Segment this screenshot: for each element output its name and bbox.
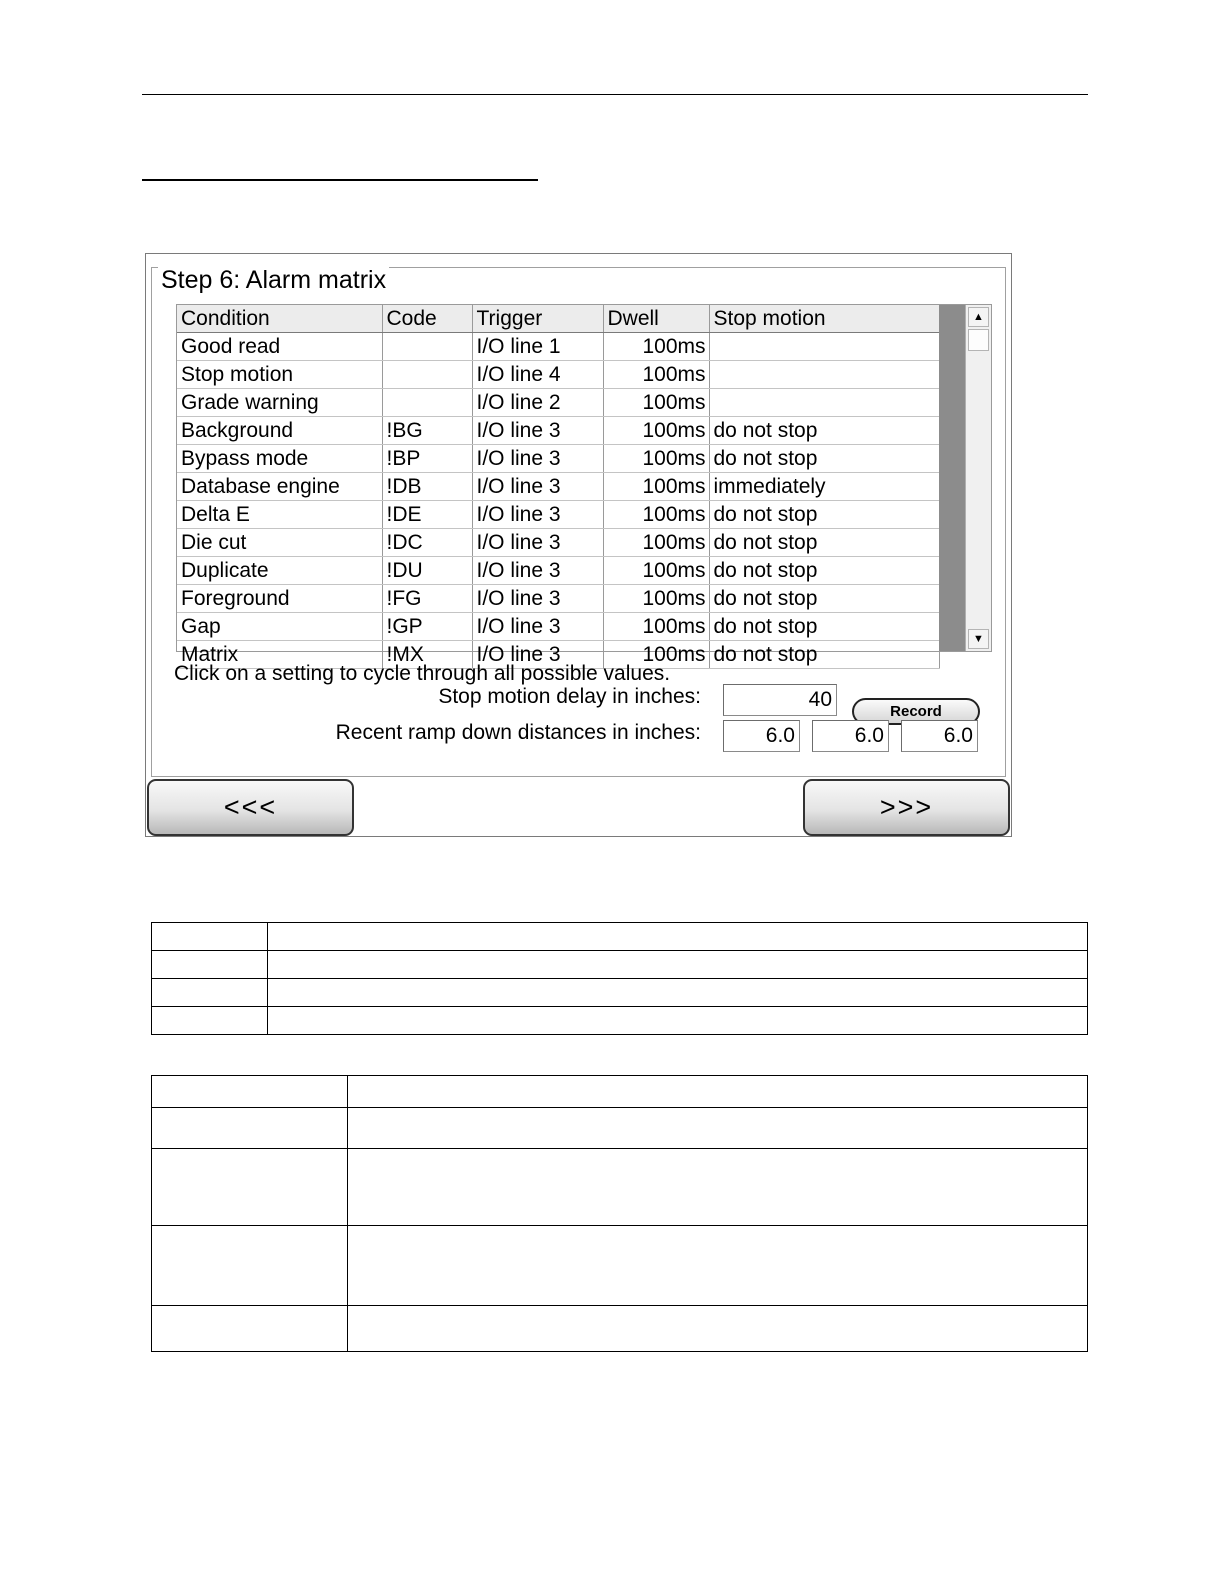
hint-text: Click on a setting to cycle through all possible values. (174, 662, 671, 685)
alarm-table (177, 305, 940, 669)
cell-trigger[interactable]: I/O line 3 (472, 529, 603, 557)
table-row[interactable] (177, 529, 939, 557)
cell-stop[interactable] (709, 361, 939, 389)
cell-dwell[interactable]: 100ms (603, 389, 709, 417)
cell-code[interactable]: !BG (382, 417, 472, 445)
cell-dwell[interactable]: 100ms (603, 557, 709, 585)
column-header-dwell[interactable]: Dwell (603, 305, 709, 333)
cell-dwell[interactable]: 100ms (603, 473, 709, 501)
cell-trigger[interactable]: I/O line 3 (472, 445, 603, 473)
stop-delay-label: Stop motion delay in inches: (438, 685, 701, 708)
cell-condition[interactable]: Die cut (177, 529, 382, 557)
group-title: Step 6: Alarm matrix (158, 266, 389, 294)
table-row[interactable] (177, 473, 939, 501)
cell-code[interactable]: !DE (382, 501, 472, 529)
cell-condition[interactable]: Stop motion (177, 361, 382, 389)
cell-code[interactable]: !GP (382, 613, 472, 641)
cell-trigger[interactable]: I/O line 3 (472, 473, 603, 501)
ramp-distance-2[interactable]: 6.0 (812, 720, 889, 752)
header-row (177, 305, 939, 333)
table-cell (348, 1149, 1088, 1226)
table-row[interactable] (177, 445, 939, 473)
table-cell (152, 951, 268, 979)
table-row[interactable] (177, 557, 939, 585)
cell-trigger[interactable]: I/O line 3 (472, 613, 603, 641)
vertical-scrollbar[interactable] (965, 305, 991, 651)
table-cell (152, 1306, 348, 1352)
doc-table-2 (151, 1075, 1088, 1352)
cell-dwell[interactable]: 100ms (603, 417, 709, 445)
cell-stop[interactable]: do not stop (709, 529, 939, 557)
cell-code[interactable]: !MX (382, 641, 472, 669)
cell-code[interactable] (382, 389, 472, 417)
cell-stop[interactable]: immediately (709, 473, 939, 501)
scroll-up-icon[interactable]: ▲ (968, 307, 989, 327)
table-row[interactable] (177, 501, 939, 529)
column-header-stop-motion[interactable]: Stop motion (709, 305, 939, 333)
cell-condition[interactable]: Matrix (177, 641, 382, 669)
cell-trigger[interactable]: I/O line 3 (472, 557, 603, 585)
cell-code[interactable] (382, 361, 472, 389)
cell-stop[interactable] (709, 333, 939, 361)
scroll-down-icon[interactable]: ▼ (968, 629, 989, 649)
cell-dwell[interactable]: 100ms (603, 445, 709, 473)
table-row[interactable] (177, 361, 939, 389)
table-cell (348, 1076, 1088, 1108)
cell-stop[interactable]: do not stop (709, 613, 939, 641)
cell-stop[interactable] (709, 389, 939, 417)
cell-dwell[interactable]: 100ms (603, 501, 709, 529)
table-row[interactable] (177, 585, 939, 613)
ramp-distances-label: Recent ramp down distances in inches: (335, 721, 701, 744)
grid-empty-area (939, 305, 965, 651)
cell-code[interactable] (382, 333, 472, 361)
column-header-condition[interactable]: Condition (177, 305, 382, 333)
table-cell (268, 979, 1088, 1007)
cell-condition[interactable]: Background (177, 417, 382, 445)
table-row[interactable] (177, 613, 939, 641)
table-cell (152, 923, 268, 951)
table-cell (152, 1076, 348, 1108)
cell-condition[interactable]: Good read (177, 333, 382, 361)
cell-dwell[interactable]: 100ms (603, 529, 709, 557)
cell-trigger[interactable]: I/O line 3 (472, 417, 603, 445)
alarm-matrix-group (151, 267, 1006, 777)
ramp-distance-3[interactable]: 6.0 (901, 720, 978, 752)
section-heading-rule (142, 179, 538, 181)
cell-stop[interactable]: do not stop (709, 585, 939, 613)
table-cell (152, 1108, 348, 1149)
cell-condition[interactable]: Foreground (177, 585, 382, 613)
cell-code[interactable]: !DC (382, 529, 472, 557)
cell-condition[interactable]: Bypass mode (177, 445, 382, 473)
table-row[interactable] (177, 333, 939, 361)
table-cell (348, 1226, 1088, 1306)
cell-trigger[interactable]: I/O line 3 (472, 501, 603, 529)
doc-table-1 (151, 922, 1088, 1035)
ramp-distance-1[interactable]: 6.0 (723, 720, 800, 752)
scroll-thumb[interactable] (968, 329, 989, 351)
column-header-code[interactable]: Code (382, 305, 472, 333)
cell-stop[interactable]: do not stop (709, 445, 939, 473)
table-cell (152, 1149, 348, 1226)
record-button[interactable]: Record (852, 698, 980, 725)
cell-trigger[interactable]: I/O line 1 (472, 333, 603, 361)
alarm-grid (176, 304, 992, 666)
cell-stop[interactable]: do not stop (709, 501, 939, 529)
cell-trigger[interactable]: I/O line 3 (472, 641, 603, 669)
cell-code[interactable]: !BP (382, 445, 472, 473)
cell-condition[interactable]: Delta E (177, 501, 382, 529)
cell-condition[interactable]: Grade warning (177, 389, 382, 417)
cell-trigger[interactable]: I/O line 4 (472, 361, 603, 389)
column-header-trigger[interactable]: Trigger (472, 305, 603, 333)
table-cell (268, 1007, 1088, 1035)
cell-code[interactable]: !DU (382, 557, 472, 585)
cell-condition[interactable]: Duplicate (177, 557, 382, 585)
cell-trigger[interactable]: I/O line 2 (472, 389, 603, 417)
table-row[interactable] (177, 417, 939, 445)
table-cell (152, 1226, 348, 1306)
cell-dwell[interactable]: 100ms (603, 333, 709, 361)
cell-condition[interactable]: Database engine (177, 473, 382, 501)
cell-dwell[interactable]: 100ms (603, 613, 709, 641)
cell-stop[interactable]: do not stop (709, 557, 939, 585)
cell-dwell[interactable]: 100ms (603, 641, 709, 669)
next-step-button[interactable]: >>> (803, 779, 1010, 836)
cell-trigger[interactable]: I/O line 3 (472, 585, 603, 613)
table-cell (268, 923, 1088, 951)
table-cell (348, 1306, 1088, 1352)
cell-condition[interactable]: Gap (177, 613, 382, 641)
cell-code[interactable]: !DB (382, 473, 472, 501)
table-cell (268, 951, 1088, 979)
table-cell (152, 979, 268, 1007)
cell-stop[interactable]: do not stop (709, 641, 939, 669)
previous-step-button[interactable]: <<< (147, 779, 354, 836)
cell-stop[interactable]: do not stop (709, 417, 939, 445)
header-rule (142, 94, 1088, 95)
cell-code[interactable]: !FG (382, 585, 472, 613)
table-row[interactable] (177, 389, 939, 417)
alarm-matrix-window (145, 253, 1012, 837)
cell-dwell[interactable]: 100ms (603, 585, 709, 613)
table-cell (152, 1007, 268, 1035)
cell-dwell[interactable]: 100ms (603, 361, 709, 389)
table-cell (348, 1108, 1088, 1149)
stop-delay-input[interactable]: 40 (723, 684, 837, 716)
